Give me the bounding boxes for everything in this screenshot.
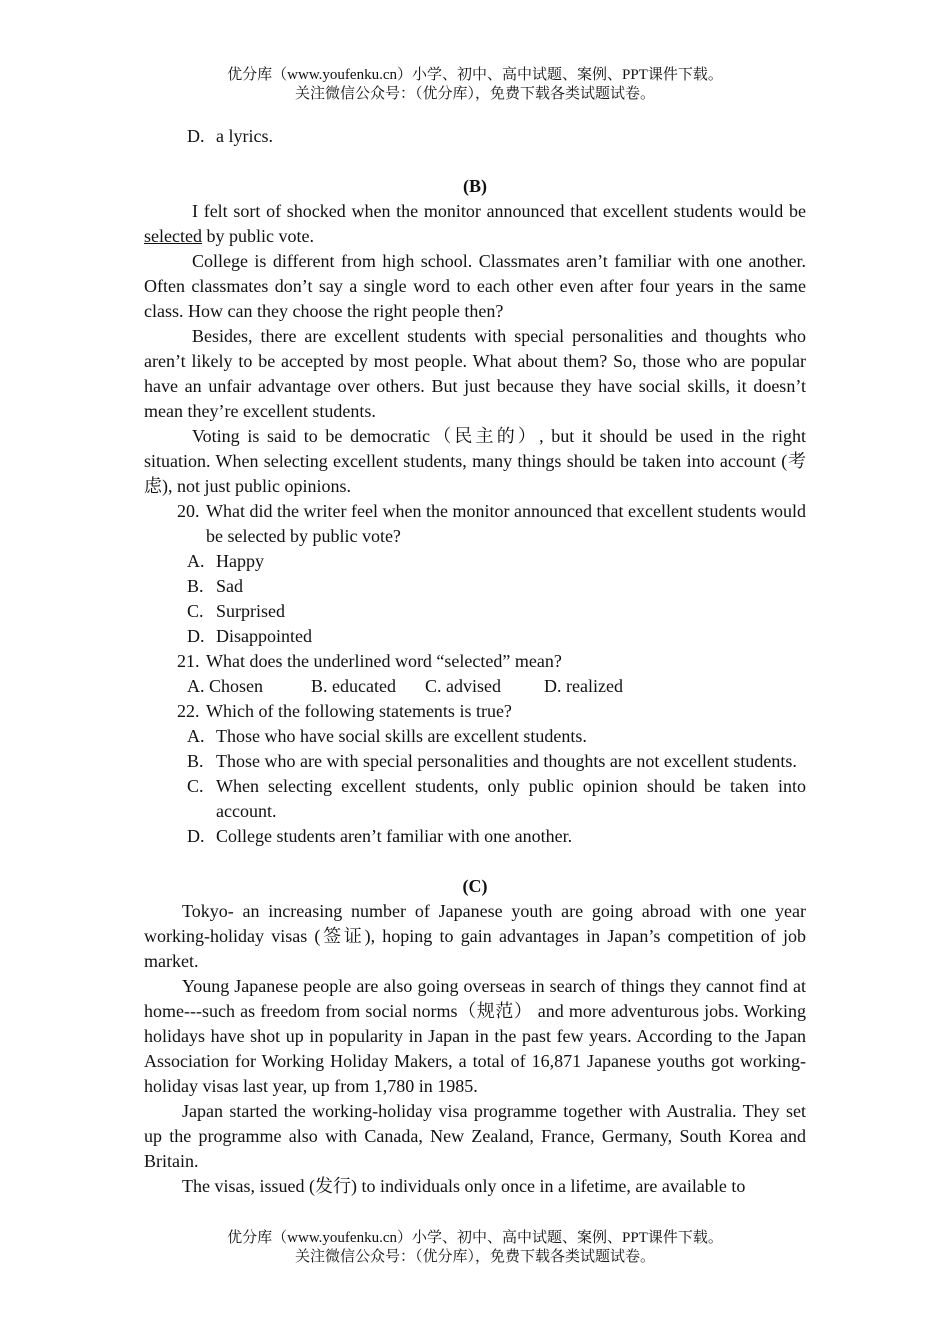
section-c-title: (C) xyxy=(462,876,488,896)
option-text: Happy xyxy=(216,551,264,571)
option-text: Those who have social skills are excellent students. xyxy=(216,726,587,746)
q21-option-a: A. Chosen xyxy=(187,676,263,696)
option-letter: D. xyxy=(187,626,205,646)
question-number: 22. xyxy=(177,701,200,721)
page-footer xyxy=(0,1229,950,1267)
previous-question-option-d xyxy=(187,124,806,149)
q21-option-b: B. educated xyxy=(311,676,396,696)
q22-option-d xyxy=(187,824,806,849)
option-text: Those who are with special personalities and thoughts are not excellent students. xyxy=(216,751,797,771)
option-text: College students aren’t familiar with one another. xyxy=(216,826,573,846)
option-letter: D. xyxy=(187,826,205,846)
q20-option-c xyxy=(187,599,806,624)
option-text: Surprised xyxy=(216,601,285,621)
paragraph-text: by public vote. xyxy=(201,226,314,246)
question-21 xyxy=(177,649,806,674)
q20-option-a xyxy=(187,549,806,574)
option-text: Sad xyxy=(216,576,243,596)
option-letter: C. xyxy=(187,776,204,796)
option-text: a lyrics. xyxy=(216,126,273,146)
section-b-paragraph-1 xyxy=(144,199,806,249)
page-header xyxy=(0,66,950,104)
option-text: Disappointed xyxy=(216,626,312,646)
q20-option-d xyxy=(187,624,806,649)
q21-option-c: C. advised xyxy=(425,676,501,696)
section-c-paragraph-4: The visas, issued (发行) to individuals only once in a lifetime, are available to xyxy=(182,1176,746,1196)
section-b-paragraph-4: Voting is said to be democratic（民主的）, but it should be used in the right situation. When selecting excellent students, many things should be taken into account (考虑), not just public opinions. xyxy=(144,426,806,496)
question-number: 21. xyxy=(177,651,200,671)
option-letter: A. xyxy=(187,726,205,746)
q22-option-c xyxy=(187,774,806,824)
question-text: What did the writer feel when the monitor announced that excellent students would be selected by public vote? xyxy=(206,501,806,546)
q22-option-a xyxy=(187,724,806,749)
section-b-paragraph-2: College is different from high school. Classmates aren’t familiar with one another. Often classmates don’t say a single word to each other even after four years in the same class. How can they choose the right people then? xyxy=(144,251,806,321)
document-body xyxy=(144,124,806,1199)
question-text: What does the underlined word “selected” mean? xyxy=(206,651,562,671)
question-text: Which of the following statements is true? xyxy=(206,701,512,721)
header-line-1: 优分库（www.youfenku.cn）小学、初中、高中试题、案例、PPT课件下载。 xyxy=(227,67,723,83)
option-letter: B. xyxy=(187,751,204,771)
q21-option-d: D. realized xyxy=(544,676,623,696)
footer-line-2: 关注微信公众号：（优分库），免费下载各类试题试卷。 xyxy=(294,1249,655,1265)
question-20 xyxy=(177,499,806,549)
footer-line-1: 优分库（www.youfenku.cn）小学、初中、高中试题、案例、PPT课件下载。 xyxy=(227,1230,723,1246)
section-c-paragraph-1: Tokyo- an increasing number of Japanese youth are going abroad with one year working-holiday visas (签证), hoping to gain advantages in Japan’s competition of job market. xyxy=(144,901,806,971)
underlined-word: selected xyxy=(144,226,202,246)
option-text: When selecting excellent students, only public opinion should be taken into account. xyxy=(216,776,806,821)
header-line-2: 关注微信公众号：（优分库），免费下载各类试题试卷。 xyxy=(294,86,655,102)
section-c-paragraph-2: Young Japanese people are also going overseas in search of things they cannot find at home---such as freedom from social norms（规范） and more adventurous jobs. Working holidays have shot up in popularity in Japan in the past few years. According to the Japan Association for Working Holiday Makers, a total of 16,871 Japanese youths got working-holiday visas last year, up from 1,780 in 1985. xyxy=(144,976,806,1096)
option-letter: A. xyxy=(187,551,205,571)
section-b-title: (B) xyxy=(463,176,487,196)
section-b-paragraph-3: Besides, there are excellent students with special personalities and thoughts who aren’t likely to be accepted by most people. What about them? So, those who are popular have an unfair advantage over others. But just because they have social skills, it doesn’t mean they’re excellent students. xyxy=(144,326,806,421)
question-number: 20. xyxy=(177,501,200,521)
question-22 xyxy=(177,699,806,724)
option-letter: C. xyxy=(187,601,204,621)
paragraph-text: I felt sort of shocked when the monitor announced that excellent students would be xyxy=(192,201,806,221)
section-c-paragraph-3: Japan started the working-holiday visa programme together with Australia. They set up the programme also with Canada, New Zealand, France, Germany, South Korea and Britain. xyxy=(144,1101,806,1171)
option-letter: B. xyxy=(187,576,204,596)
q22-option-b xyxy=(187,749,806,774)
q20-option-b xyxy=(187,574,806,599)
option-letter: D. xyxy=(187,126,205,146)
q21-options xyxy=(187,674,806,699)
